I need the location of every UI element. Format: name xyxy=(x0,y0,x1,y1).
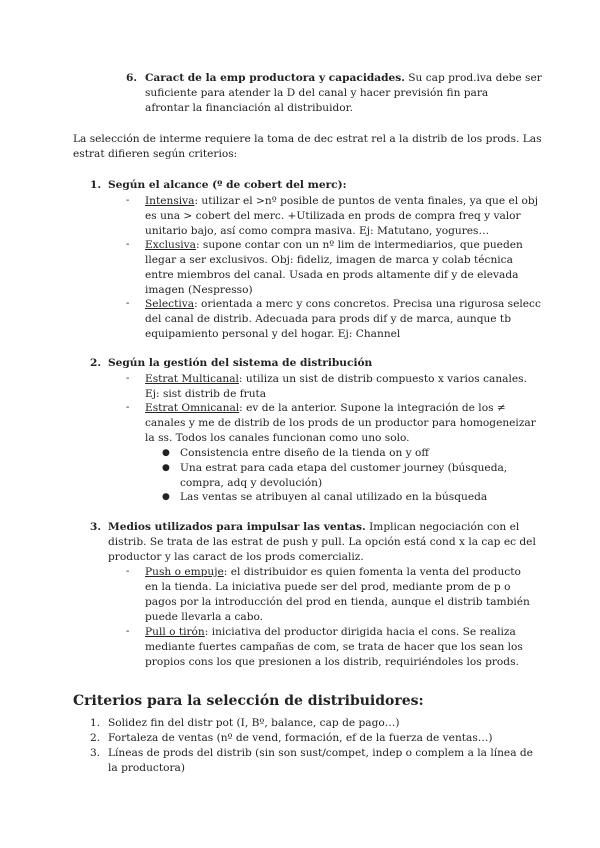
push-text: : el distribuidor es quien fomenta la venta del producto xyxy=(223,566,521,578)
intensiva-line1 xyxy=(145,194,538,209)
multicanal-term: Estrat Multicanal xyxy=(145,373,239,385)
criterio-number: 3. xyxy=(90,747,101,759)
selectiva-line1 xyxy=(145,297,541,312)
item6-text: Su cap prod.iva debe ser xyxy=(408,72,542,84)
pull-line1 xyxy=(145,625,516,640)
criterios-heading: Criterios para la selección de distribuidores: xyxy=(73,693,424,709)
criterio-2: Fortaleza de ventas (nº de vend, formación, ef de la fuerza de ventas…) xyxy=(108,732,493,744)
selectiva-term: Selectiva xyxy=(145,298,195,310)
section3-line3: productor y las caract de los prods comercializ. xyxy=(108,551,364,563)
push-line2: en la tienda. La iniciativa puede ser del prod, mediante prom de p o xyxy=(145,581,511,593)
intro-line1: La selección de interme requiere la toma de dec estrat rel a la distrib de los prods. Las xyxy=(73,133,542,145)
exclusiva-text: : supone contar con un nº lim de intermediarios, que pueden xyxy=(195,239,523,251)
section3-title: Medios utilizados para impulsar las ventas. xyxy=(108,521,366,533)
dash-bullet: - xyxy=(126,402,130,413)
selectiva-line3: equipamiento personal y del hogar. Ej: Channel xyxy=(145,328,401,340)
dash-bullet: - xyxy=(126,566,130,577)
push-term: Push o empuje xyxy=(145,566,224,578)
criterio-number: 2. xyxy=(90,732,101,744)
push-line1 xyxy=(145,565,521,580)
criterio-1: Solidez fin del distr pot (I, Bº, balance, cap de pago…) xyxy=(108,717,400,729)
item6-line3: afrontar la financiación al distribuidor. xyxy=(145,102,353,114)
omnicanal-bullet-1: Consistencia entre diseño de la tienda on y off xyxy=(180,447,429,459)
exclusiva-line1 xyxy=(145,238,523,253)
dash-bullet: - xyxy=(126,195,130,206)
omnicanal-bullet-2-line2: compra, adq y devolución) xyxy=(180,477,323,489)
dash-bullet: - xyxy=(126,373,130,384)
omnicanal-line1 xyxy=(145,401,506,416)
multicanal-line2: Ej: sist distrib de fruta xyxy=(145,388,267,400)
omnicanal-line2: canales y me de distrib de los prods de un productor para homogeneizar xyxy=(145,417,536,429)
pull-text: : iniciativa del productor dirigida hacia el cons. Se realiza xyxy=(204,626,516,638)
bullet-dot-icon: ● xyxy=(162,448,170,458)
criterio-number: 1. xyxy=(90,717,101,729)
bullet-dot-icon: ● xyxy=(162,463,170,473)
multicanal-line1 xyxy=(145,372,527,387)
exclusiva-term: Exclusiva xyxy=(145,239,196,251)
omnicanal-text: : ev de la anterior. Supone la integración de los ≠ xyxy=(239,402,506,414)
omnicanal-bullet-3: Las ventas se atribuyen al canal utilizado en la búsqueda xyxy=(180,491,488,503)
intensiva-line2: es una > cobert del merc. +Utilizada en prods de compra freq y valor xyxy=(145,210,521,222)
dash-bullet: - xyxy=(126,298,130,309)
item6-title: Caract de la emp productora y capacidades. xyxy=(145,72,405,84)
item6-line2: suficiente para atender la D del canal y hacer previsión fin para xyxy=(145,87,489,99)
section3-number: 3. xyxy=(90,521,102,533)
section2-number: 2. xyxy=(90,357,102,369)
pull-line2: mediante fuertes campañas de com, se trata de hacer que los sean los xyxy=(145,641,523,653)
bullet-dot-icon: ● xyxy=(162,492,170,502)
section2-title: Según la gestión del sistema de distribución xyxy=(108,357,373,369)
section3-line1 xyxy=(108,520,519,535)
omnicanal-line3: la ss. Todos los canales funcionan como uno solo. xyxy=(145,432,410,444)
push-line3: pagos por la introducción del prod en tienda, aunque el distrib también xyxy=(145,596,530,608)
section1-title: Según el alcance (º de cobert del merc): xyxy=(108,179,347,191)
exclusiva-line3: entre miembros del canal. Usada en prods altamente dif y de elevada xyxy=(145,269,519,281)
section3-line2: distrib. Se trata de las estrat de push y pull. La opción está cond x la cap ec del xyxy=(108,536,536,548)
section3-text: Implican negociación con el xyxy=(369,521,520,533)
exclusiva-line4: imagen (Nespresso) xyxy=(145,284,253,296)
omnicanal-term: Estrat Omnicanal xyxy=(145,402,240,414)
dash-bullet: - xyxy=(126,626,130,637)
selectiva-text: : orientada a merc y cons concretos. Precisa una rigurosa selecc xyxy=(194,298,541,310)
intensiva-term: Intensiva xyxy=(145,195,195,207)
pull-term: Pull o tirón xyxy=(145,626,205,638)
criterio-3-line2: la productora) xyxy=(108,762,185,774)
exclusiva-line2: llegar a ser exclusivos. Obj: fideliz, imagen de marca y colab técnica xyxy=(145,254,513,266)
criterio-3-line1: Líneas de prods del distrib (sin son sust/compet, indep o complem a la línea de xyxy=(108,747,533,759)
item6-line1 xyxy=(145,71,542,86)
item-number: 6. xyxy=(126,72,138,84)
omnicanal-bullet-2-line1: Una estrat para cada etapa del customer journey (búsqueda, xyxy=(180,462,508,474)
selectiva-line2: del canal de distrib. Adecuada para prods dif y de marca, aunque tb xyxy=(145,313,511,325)
pull-line3: propios cons los que presionen a los distrib, requiriéndoles los prods. xyxy=(145,656,519,668)
multicanal-text: : utiliza un sist de distrib compuesto x varios canales. xyxy=(238,373,527,385)
dash-bullet: - xyxy=(126,239,130,250)
intro-line2: estrat difieren según criterios: xyxy=(73,148,238,160)
intensiva-line3: unitario bajo, así como compra masiva. Ej: Matutano, yogures… xyxy=(145,225,490,237)
intensiva-text: : utilizar el >nº posible de puntos de venta finales, ya que el obj xyxy=(194,195,538,207)
section1-number: 1. xyxy=(90,179,102,191)
push-line4: puede llevarla a cabo. xyxy=(145,611,264,623)
